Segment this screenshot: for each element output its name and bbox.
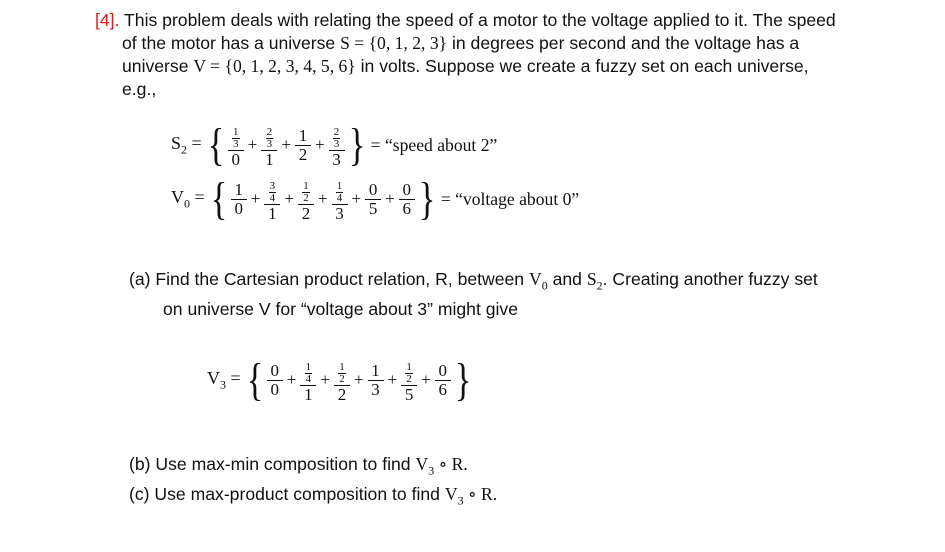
plus-sign: + (385, 189, 395, 208)
universe-element: 3 (371, 379, 380, 399)
universe-element: 6 (438, 379, 447, 399)
equation-voltage-about-0 (171, 171, 579, 227)
membership-fraction (269, 181, 277, 204)
fuzzy-term (368, 362, 384, 399)
eq-label-subscript: 2 (181, 142, 188, 157)
membership-denominator: 2 (303, 192, 309, 204)
right-brace: } (418, 173, 436, 224)
intro-line-1: This problem deals with relating the speed of a motor to the voltage applied to it. The speed (124, 10, 836, 30)
membership-fraction (232, 127, 240, 150)
fuzzy-term (267, 362, 283, 399)
membership-denominator: 2 (406, 373, 412, 385)
membership-grade (401, 356, 417, 386)
membership-numerator: 1 (339, 361, 345, 373)
equation-speed-about-2 (171, 117, 497, 173)
plus-sign: + (351, 189, 362, 208)
universe-element: 1 (265, 150, 274, 169)
fuzzy-term (399, 181, 415, 218)
fuzzy-term (365, 181, 381, 218)
eq-label-subscript: 0 (184, 196, 190, 211)
membership-numerator: 2 (266, 126, 273, 138)
membership-grade: 1 (368, 362, 384, 381)
universe-element: 0 (270, 379, 279, 399)
membership-grade: 1 (295, 127, 311, 146)
fuzzy-term (401, 356, 417, 404)
equation-voltage-about-3 (207, 352, 473, 408)
membership-grade: 0 (365, 181, 381, 200)
universe-element: 6 (402, 198, 411, 218)
universe-element: 2 (301, 204, 311, 223)
membership-denominator: 3 (266, 138, 273, 150)
membership-denominator: 4 (269, 192, 276, 204)
membership-grade: 0 (267, 362, 283, 381)
plus-sign: + (387, 370, 398, 389)
fuzzy-term (231, 181, 247, 218)
intro-line-4: e.g., (122, 79, 157, 99)
intro-line-2: of the motor has a universe S = {0, 1, 2, 3} in degrees per second and the voltage has a (122, 33, 800, 53)
membership-grade (261, 121, 277, 151)
eq-label-symbol: S (171, 132, 182, 153)
plus-sign: + (320, 370, 330, 389)
fuzzy-term (329, 121, 345, 169)
right-brace: } (348, 119, 365, 170)
membership-grade: 0 (399, 181, 415, 200)
membership-grade (300, 356, 316, 386)
membership-grade: 1 (231, 181, 247, 200)
membership-fraction (405, 362, 413, 385)
part-c-text: (c) Use max-product composition to find $V_3$ ∘ R. (129, 484, 498, 508)
membership-numerator: 2 (333, 126, 340, 138)
universe-element: 5 (404, 385, 414, 404)
fuzzy-term (300, 356, 316, 404)
problem-statement (95, 9, 885, 101)
membership-numerator: 3 (269, 180, 276, 192)
plus-sign: + (286, 370, 297, 389)
eq-description: = “voltage about 0” (440, 188, 580, 209)
membership-fraction (302, 181, 310, 204)
plus-sign: + (317, 189, 328, 208)
eq-label-symbol: V (207, 367, 220, 388)
fuzzy-term (261, 121, 277, 169)
membership-denominator: 2 (339, 373, 345, 385)
fuzzy-term (435, 362, 451, 399)
membership-grade (264, 175, 280, 205)
eq-label-subscript: 3 (220, 377, 226, 392)
left-brace: { (210, 173, 227, 224)
membership-denominator: 4 (305, 373, 312, 385)
membership-grade (332, 175, 348, 205)
membership-numerator: 1 (406, 361, 412, 373)
membership-fraction (333, 127, 341, 150)
membership-numerator: 1 (303, 180, 309, 192)
universe-element: 1 (268, 204, 277, 223)
membership-numerator: 1 (233, 126, 239, 138)
membership-fraction (266, 127, 274, 150)
membership-fraction (338, 362, 346, 385)
problem-number: [4]. (95, 10, 120, 30)
eq-description: = “speed about 2” (370, 134, 498, 155)
membership-denominator: 4 (336, 192, 343, 204)
equals-sign: = (190, 186, 205, 207)
plus-sign: + (281, 135, 291, 154)
universe-element: 0 (231, 150, 241, 169)
plus-sign: + (247, 135, 258, 154)
membership-numerator: 1 (336, 180, 343, 192)
left-brace: { (207, 119, 225, 170)
part-b-text: (b) Use max-min composition to find $V_3$ ∘ R. (129, 454, 468, 478)
membership-grade (329, 121, 345, 151)
fuzzy-term (332, 175, 348, 223)
membership-grade (298, 175, 314, 205)
intro-line-3: universe V = {0, 1, 2, 3, 4, 5, 6} in volts. Suppose we create a fuzzy set on each universe, (122, 56, 809, 76)
part-a-text: (a) Find the Cartesian product relation, R, between $V_0$ and $S_2$. Creating another fuzzy set on universe V for “voltage about 3” might give (129, 269, 818, 319)
universe-element: 3 (335, 204, 344, 223)
membership-numerator: 1 (305, 361, 312, 373)
equals-sign: = (187, 132, 202, 153)
fuzzy-term (295, 127, 311, 164)
membership-grade (228, 121, 244, 151)
plus-sign: + (284, 189, 294, 208)
fuzzy-term (264, 175, 280, 223)
plus-sign: + (353, 370, 364, 389)
eq-label-symbol: V (171, 186, 184, 207)
universe-element: 0 (234, 198, 243, 218)
universe-element: 1 (304, 385, 313, 404)
fuzzy-term (228, 121, 244, 169)
universe-element: 2 (337, 385, 347, 404)
fuzzy-term (298, 175, 314, 223)
membership-denominator: 3 (333, 138, 340, 150)
universe-element: 2 (298, 144, 308, 164)
eq-label (171, 187, 205, 212)
left-brace: { (246, 354, 263, 405)
right-brace: } (454, 354, 472, 405)
membership-grade: 0 (435, 362, 451, 381)
membership-denominator: 3 (233, 138, 239, 150)
fuzzy-term (334, 356, 350, 404)
eq-label (171, 133, 202, 158)
membership-grade (334, 356, 350, 386)
plus-sign: + (314, 135, 325, 154)
membership-fraction (336, 181, 344, 204)
equals-sign: = (226, 367, 241, 388)
eq-label (207, 368, 241, 393)
membership-fraction (305, 362, 313, 385)
universe-element: 3 (332, 150, 341, 169)
universe-element: 5 (368, 198, 378, 218)
plus-sign: + (250, 189, 261, 208)
plus-sign: + (421, 370, 431, 389)
